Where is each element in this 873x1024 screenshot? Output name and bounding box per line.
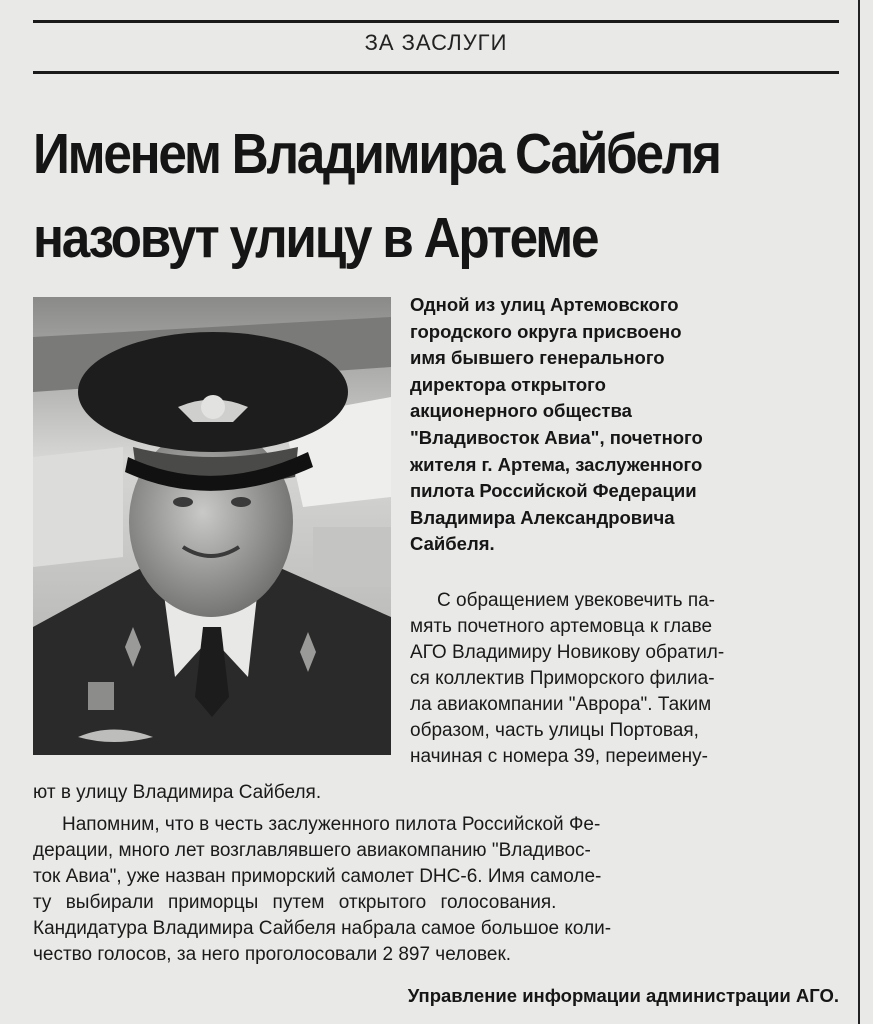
lead-line: Сайбеля. [410, 533, 495, 555]
lead-line: имя бывшего генерального [410, 347, 665, 369]
lead-line: пилота Российской Федерации [410, 480, 697, 502]
lead-line: жителя г. Артема, заслуженного [410, 453, 703, 475]
body-line: АГО Владимиру Новикову обратил- [410, 642, 725, 663]
column-divider [858, 0, 860, 1024]
body-line: Напомним, что в честь заслуженного пилота Российской Фе- [62, 814, 601, 835]
portrait-photo [33, 297, 391, 755]
body-line: мять почетного артемовца к главе [410, 616, 713, 637]
signature: Управление информации администрации АГО. [407, 985, 839, 1006]
headline-line-2: назовут улицу в Артеме [33, 206, 598, 270]
lead-line: "Владивосток Авиа", почетного [410, 426, 703, 448]
lead-paragraph [410, 292, 840, 558]
rubric: ЗА ЗАСЛУГИ [364, 30, 508, 55]
body-line: ют в улицу Владимира Сайбеля. [33, 782, 322, 803]
body-line: образом, часть улицы Портовая, [410, 720, 699, 741]
rubric-top-rule [33, 20, 839, 23]
lead-line: городского округа присвоено [410, 320, 682, 342]
lead-line: Одной из улиц Артемовского [410, 294, 679, 315]
body-line: начиная с номера 39, переимену- [410, 746, 708, 767]
headline-line-1: Именем Владимира Сайбеля [33, 122, 720, 186]
body-line: С обращением увековечить па- [437, 590, 716, 611]
lead-line: директора открытого [410, 373, 606, 395]
body-line: ту выбирали приморцы путем открытого голосования. [33, 892, 557, 913]
headline [33, 112, 762, 280]
body-line: ся коллектив Приморского филиа- [410, 668, 715, 689]
body-line: чество голосов, за него проголосовали 2 897 человек. [33, 944, 512, 965]
body-line: Кандидатура Владимира Сайбеля набрала самое большое коли- [33, 918, 612, 939]
lead-line: Владимира Александровича [410, 506, 675, 528]
body-line: ток Авиа", уже назван приморский самолет DHC-6. Имя самоле- [33, 866, 602, 887]
lead-line: акционерного общества [410, 400, 632, 422]
body-line: дерации, много лет возглавлявшего авиакомпанию "Владивос- [33, 840, 591, 861]
body-line: ла авиакомпании "Аврора". Таким [410, 694, 712, 715]
rubric-bottom-rule [33, 71, 839, 74]
